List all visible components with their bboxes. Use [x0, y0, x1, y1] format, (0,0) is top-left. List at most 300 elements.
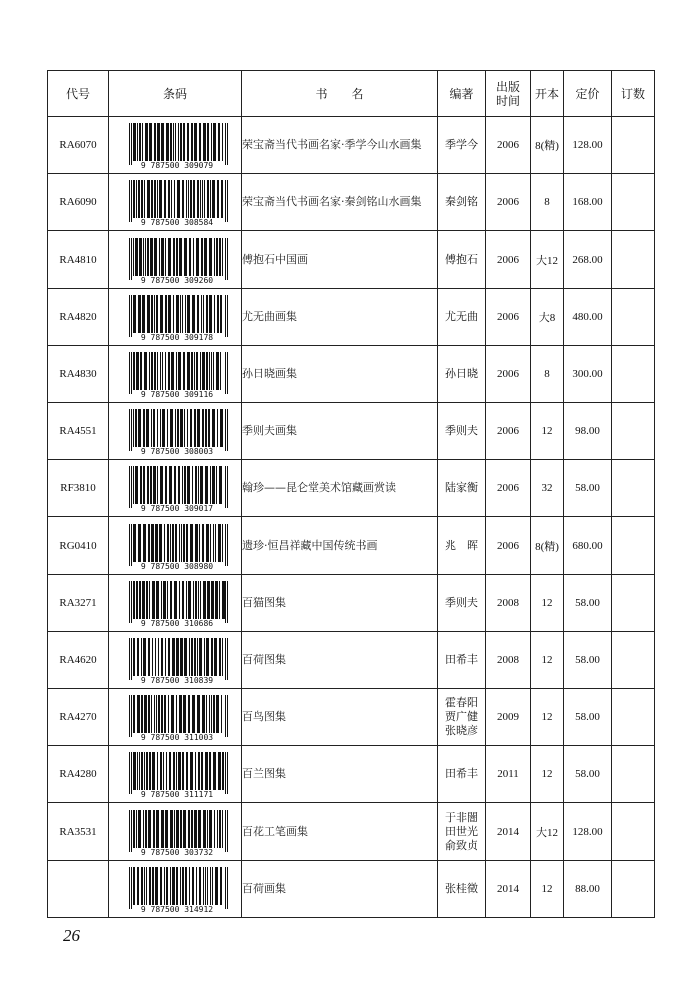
cell-year: 2008: [486, 574, 531, 631]
cell-title: 遗珍·恒昌祥藏中国传统书画: [242, 517, 438, 574]
barcode-bar: [227, 695, 228, 737]
header-order: 订数: [612, 71, 655, 117]
cell-order: [612, 231, 655, 288]
cell-year: 2014: [486, 803, 531, 860]
barcode-bar: [129, 695, 130, 737]
barcode-bar: [157, 180, 158, 218]
barcode-bar: [179, 581, 180, 619]
barcode-bar: [143, 524, 146, 562]
barcode-bar: [171, 695, 174, 733]
author-name: 陆家衡: [445, 481, 478, 495]
cell-author: [438, 746, 486, 803]
barcode-bar: [188, 180, 189, 218]
barcode-bar: [209, 695, 210, 733]
barcode-bar: [195, 581, 197, 619]
barcode-bar: [217, 295, 219, 333]
barcode-bar: [129, 466, 130, 508]
barcode-bar: [186, 581, 187, 619]
cell-order: [612, 746, 655, 803]
cell-title: 翰珍——昆仑堂美术馆藏画赏读: [242, 460, 438, 517]
barcode-bar: [129, 638, 130, 680]
cell-format: 大8: [531, 288, 564, 345]
barcode-bar: [185, 295, 186, 333]
barcode-bar: [146, 752, 148, 790]
barcode-bar: [154, 295, 155, 333]
barcode-bar: [133, 295, 136, 333]
barcode-bar: [144, 695, 147, 733]
barcode-bar: [222, 524, 223, 562]
barcode-bar: [169, 752, 171, 790]
barcode-bar: [176, 238, 178, 276]
barcode-bar: [165, 638, 166, 676]
cell-year: 2006: [486, 460, 531, 517]
barcode-image: [119, 293, 231, 341]
barcode-bar: [227, 867, 228, 909]
barcode-bar: [195, 466, 197, 504]
barcode-bar: [207, 123, 209, 161]
barcode-bar: [131, 466, 132, 508]
barcode-bar: [192, 695, 195, 733]
barcode-bar: [180, 867, 181, 905]
barcode-bar: [197, 695, 200, 733]
table-row: [48, 460, 655, 517]
cell-author: [438, 631, 486, 688]
barcode-bar: [168, 352, 170, 390]
cell-title: 荣宝斋当代书画名家·季学今山水画集: [242, 117, 438, 174]
barcode-bar: [213, 695, 215, 733]
barcode-bar: [200, 352, 201, 390]
barcode-bar: [135, 409, 137, 447]
cell-title: 百荷图集: [242, 631, 438, 688]
barcode-bar: [211, 352, 212, 390]
cell-code: RA4280: [48, 746, 109, 803]
barcode-digits: 9 787500 309116: [140, 389, 214, 398]
barcode-bar: [145, 238, 146, 276]
barcode-bar: [154, 123, 156, 161]
barcode-bar: [175, 524, 177, 562]
barcode-image: [119, 121, 231, 169]
cell-barcode: [109, 574, 242, 631]
barcode-bar: [131, 409, 132, 451]
barcode-bar: [206, 638, 209, 676]
barcode-bar: [139, 123, 141, 161]
barcode-bar: [207, 180, 209, 218]
barcode-bar: [195, 524, 198, 562]
cell-barcode: [109, 174, 242, 231]
cell-author: [438, 803, 486, 860]
barcode-bar: [139, 238, 142, 276]
barcode-bar: [187, 466, 190, 504]
barcode-bar: [182, 295, 183, 333]
barcode-bar: [131, 581, 132, 623]
barcode-bar: [222, 581, 225, 619]
barcode-bar: [165, 295, 167, 333]
barcode-bar: [217, 810, 218, 848]
cell-year: 2006: [486, 517, 531, 574]
barcode-bar: [143, 638, 146, 676]
barcode-bar: [131, 123, 132, 165]
table-row: [48, 803, 655, 860]
barcode-bar: [208, 409, 210, 447]
author-name: 季学今: [445, 138, 478, 152]
cell-code: RG0410: [48, 517, 109, 574]
barcode-bar: [167, 409, 168, 447]
cell-price: 58.00: [564, 574, 612, 631]
barcode-bar: [155, 638, 156, 676]
barcode-bar: [151, 695, 152, 733]
barcode-bar: [133, 238, 134, 276]
cell-format: 8: [531, 345, 564, 402]
barcode-bar: [178, 123, 179, 161]
barcode-bar: [225, 752, 226, 794]
barcode-bar: [136, 180, 137, 218]
barcode-bar: [173, 295, 174, 333]
barcode-bar: [180, 123, 182, 161]
barcode-bar: [219, 238, 221, 276]
barcode-bar: [168, 695, 169, 733]
barcode-bar: [205, 867, 206, 905]
barcode-bar: [202, 524, 204, 562]
barcode-bar: [149, 123, 152, 161]
catalog-body: [48, 117, 655, 918]
barcode-bar: [140, 352, 142, 390]
cell-price: 168.00: [564, 174, 612, 231]
cell-price: 128.00: [564, 803, 612, 860]
cell-barcode: [109, 345, 242, 402]
barcode-bar: [197, 409, 200, 447]
barcode-bar: [131, 638, 132, 680]
barcode-bar: [149, 352, 150, 390]
barcode-bar: [184, 638, 187, 676]
barcode-digits: 9 787500 303732: [140, 847, 214, 856]
barcode-bar: [144, 867, 145, 905]
barcode-bar: [191, 638, 193, 676]
barcode-bar: [157, 123, 160, 161]
barcode-bar: [199, 123, 201, 161]
barcode-bar: [205, 409, 207, 447]
cell-year: 2008: [486, 631, 531, 688]
barcode-image: [119, 750, 231, 798]
barcode-bar: [206, 352, 208, 390]
barcode-bar: [129, 295, 130, 337]
barcode-bar: [131, 352, 132, 394]
barcode-bar: [161, 810, 164, 848]
barcode-bar: [131, 810, 132, 852]
barcode-bar: [207, 867, 208, 905]
barcode-image: [119, 464, 231, 512]
barcode-bar: [133, 867, 135, 905]
page-number: 26: [63, 926, 80, 945]
barcode-bar: [154, 238, 157, 276]
barcode-bar: [209, 238, 212, 276]
cell-barcode: [109, 288, 242, 345]
barcode-bar: [198, 810, 201, 848]
table-row: [48, 689, 655, 746]
cell-code: RA6090: [48, 174, 109, 231]
barcode-bar: [180, 409, 183, 447]
cell-title: 傅抱石中国画: [242, 231, 438, 288]
cell-year: 2006: [486, 117, 531, 174]
barcode-bar: [201, 752, 203, 790]
barcode-bar: [202, 695, 205, 733]
cell-code: RA4830: [48, 345, 109, 402]
barcode-bar: [156, 695, 157, 733]
barcode-bar: [179, 695, 182, 733]
barcode-digits: 9 787500 309260: [140, 275, 214, 284]
cell-format: 12: [531, 860, 564, 917]
header-barcode: 条码: [109, 71, 242, 117]
barcode-bar: [156, 295, 158, 333]
cell-author: [438, 460, 486, 517]
barcode-bar: [225, 524, 226, 566]
barcode-bar: [171, 352, 174, 390]
cell-author: [438, 117, 486, 174]
barcode-bar: [168, 238, 171, 276]
barcode-image: [119, 407, 231, 455]
barcode-bar: [163, 581, 166, 619]
barcode-bar: [153, 810, 155, 848]
barcode-bar: [159, 238, 160, 276]
author-name: 田希丰: [445, 767, 478, 781]
cell-code: RF3810: [48, 460, 109, 517]
barcode-bar: [147, 238, 149, 276]
cell-code: RA4551: [48, 403, 109, 460]
cell-barcode: [109, 460, 242, 517]
barcode-bar: [157, 466, 158, 504]
barcode-bar: [178, 466, 180, 504]
cell-title: 百猫图集: [242, 574, 438, 631]
cell-order: [612, 517, 655, 574]
barcode-bar: [180, 638, 183, 676]
barcode-bar: [166, 867, 168, 905]
barcode-bar: [191, 352, 193, 390]
barcode-bar: [193, 180, 195, 218]
barcode-bar: [133, 524, 136, 562]
cell-order: [612, 574, 655, 631]
barcode-bar: [168, 638, 170, 676]
cell-barcode: [109, 746, 242, 803]
barcode-bar: [152, 581, 155, 619]
barcode-bar: [203, 123, 206, 161]
barcode-bar: [133, 409, 134, 447]
cell-format: 12: [531, 403, 564, 460]
barcode-bar: [143, 409, 145, 447]
barcode-bar: [129, 524, 130, 566]
barcode-bar: [143, 810, 144, 848]
barcode-bar: [183, 695, 186, 733]
cell-title: 百荷画集: [242, 860, 438, 917]
barcode-bar: [141, 752, 143, 790]
cell-order: [612, 460, 655, 517]
cell-title: 百花工笔画集: [242, 803, 438, 860]
barcode-bar: [147, 180, 150, 218]
catalog-table: [47, 70, 655, 918]
barcode-bar: [154, 180, 156, 218]
barcode-bar: [146, 409, 149, 447]
barcode-bar: [204, 238, 207, 276]
barcode-bar: [219, 581, 220, 619]
barcode-bar: [188, 581, 191, 619]
cell-order: [612, 631, 655, 688]
barcode-bar: [161, 123, 164, 161]
barcode-bar: [194, 810, 197, 848]
barcode-bar: [180, 295, 181, 333]
author-name: 张晓彦: [445, 724, 478, 738]
barcode-bar: [164, 180, 166, 218]
barcode-image: [119, 236, 231, 284]
barcode-bar: [133, 581, 135, 619]
barcode-image: [119, 808, 231, 856]
barcode-bar: [151, 352, 153, 390]
barcode-bar: [164, 695, 166, 733]
barcode-bar: [184, 466, 186, 504]
barcode-bar: [198, 466, 199, 504]
barcode-bar: [129, 752, 130, 794]
barcode-image: [119, 522, 231, 570]
barcode-bar: [157, 352, 158, 390]
barcode-bar: [210, 180, 211, 218]
barcode-bar: [194, 123, 197, 161]
barcode-bar: [153, 466, 156, 504]
barcode-bar: [154, 352, 156, 390]
barcode-bar: [217, 409, 218, 447]
barcode-bar: [144, 180, 145, 218]
barcode-bar: [173, 123, 174, 161]
cell-author: [438, 174, 486, 231]
barcode-bar: [181, 524, 182, 562]
table-row: [48, 231, 655, 288]
cell-barcode: [109, 403, 242, 460]
barcode-bar: [149, 581, 150, 619]
barcode-bar: [177, 409, 179, 447]
barcode-bar: [220, 867, 222, 905]
barcode-bar: [165, 352, 166, 390]
barcode-bar: [227, 180, 228, 222]
barcode-bar: [174, 180, 175, 218]
barcode-bar: [147, 466, 149, 504]
barcode-image: [119, 865, 231, 913]
barcode-bar: [131, 524, 132, 566]
barcode-bar: [227, 295, 228, 337]
cell-title: 孙日晓画集: [242, 345, 438, 402]
barcode-bar: [165, 466, 167, 504]
barcode-bar: [200, 466, 203, 504]
barcode-bar: [214, 638, 217, 676]
barcode-bar: [225, 810, 226, 852]
barcode-bar: [186, 180, 187, 218]
barcode-bar: [187, 409, 188, 447]
barcode-image: [119, 178, 231, 226]
barcode-bar: [144, 752, 145, 790]
barcode-bar: [176, 752, 177, 790]
barcode-bar: [210, 466, 211, 504]
barcode-bar: [173, 238, 175, 276]
cell-order: [612, 403, 655, 460]
barcode-bar: [170, 867, 171, 905]
cell-format: 8: [531, 174, 564, 231]
author-name: 兆 晖: [445, 538, 478, 552]
barcode-bar: [212, 466, 215, 504]
barcode-bar: [182, 581, 184, 619]
barcode-bar: [129, 867, 130, 909]
barcode-bar: [146, 581, 148, 619]
barcode-bar: [155, 524, 158, 562]
barcode-bar: [135, 466, 138, 504]
cell-title: 季则夫画集: [242, 403, 438, 460]
barcode-bar: [211, 695, 212, 733]
barcode-bar: [193, 238, 194, 276]
barcode-bar: [212, 180, 215, 218]
header-row: [48, 71, 655, 117]
header-title: 书 名: [242, 71, 438, 117]
barcode-bar: [175, 123, 176, 161]
barcode-bar: [225, 695, 226, 737]
barcode-bar: [162, 352, 163, 390]
barcode-bar: [169, 466, 172, 504]
barcode-bar: [191, 123, 193, 161]
cell-format: 32: [531, 460, 564, 517]
barcode-bar: [225, 295, 226, 337]
cell-author: [438, 345, 486, 402]
barcode-bar: [183, 524, 185, 562]
barcode-bar: [149, 867, 151, 905]
barcode-bar: [143, 238, 144, 276]
cell-author: [438, 517, 486, 574]
header-year: [486, 71, 531, 117]
barcode-bar: [142, 295, 145, 333]
barcode-bar: [214, 238, 215, 276]
barcode-bar: [133, 123, 136, 161]
barcode-bar: [194, 409, 196, 447]
cell-price: 680.00: [564, 517, 612, 574]
cell-year: 2006: [486, 345, 531, 402]
barcode-bar: [173, 752, 175, 790]
cell-author: [438, 288, 486, 345]
barcode-bar: [136, 352, 139, 390]
cell-format: 12: [531, 689, 564, 746]
cell-price: 58.00: [564, 460, 612, 517]
barcode-bar: [200, 581, 201, 619]
cell-year: 2009: [486, 689, 531, 746]
barcode-bar: [151, 295, 153, 333]
author-name: 霍春阳: [445, 696, 478, 710]
barcode-bar: [192, 466, 193, 504]
barcode-bar: [197, 295, 199, 333]
barcode-bar: [199, 638, 202, 676]
barcode-bar: [203, 867, 204, 905]
barcode-bar: [161, 238, 164, 276]
barcode-bar: [152, 867, 154, 905]
barcode-bar: [156, 810, 159, 848]
barcode-bar: [159, 180, 162, 218]
barcode-digits: 9 787500 311003: [140, 733, 214, 742]
barcode-bar: [152, 752, 155, 790]
barcode-bar: [190, 409, 192, 447]
barcode-bar: [222, 123, 223, 161]
barcode-bar: [170, 810, 173, 848]
barcode-bar: [176, 295, 179, 333]
barcode-bar: [174, 581, 177, 619]
barcode-bar: [227, 238, 228, 280]
barcode-bar: [131, 295, 132, 337]
barcode-bar: [131, 238, 132, 280]
barcode-bar: [172, 524, 174, 562]
barcode-bar: [133, 180, 135, 218]
barcode-bar: [218, 524, 221, 562]
barcode-bar: [225, 352, 226, 394]
barcode-bar: [137, 638, 139, 676]
cell-price: 128.00: [564, 117, 612, 174]
